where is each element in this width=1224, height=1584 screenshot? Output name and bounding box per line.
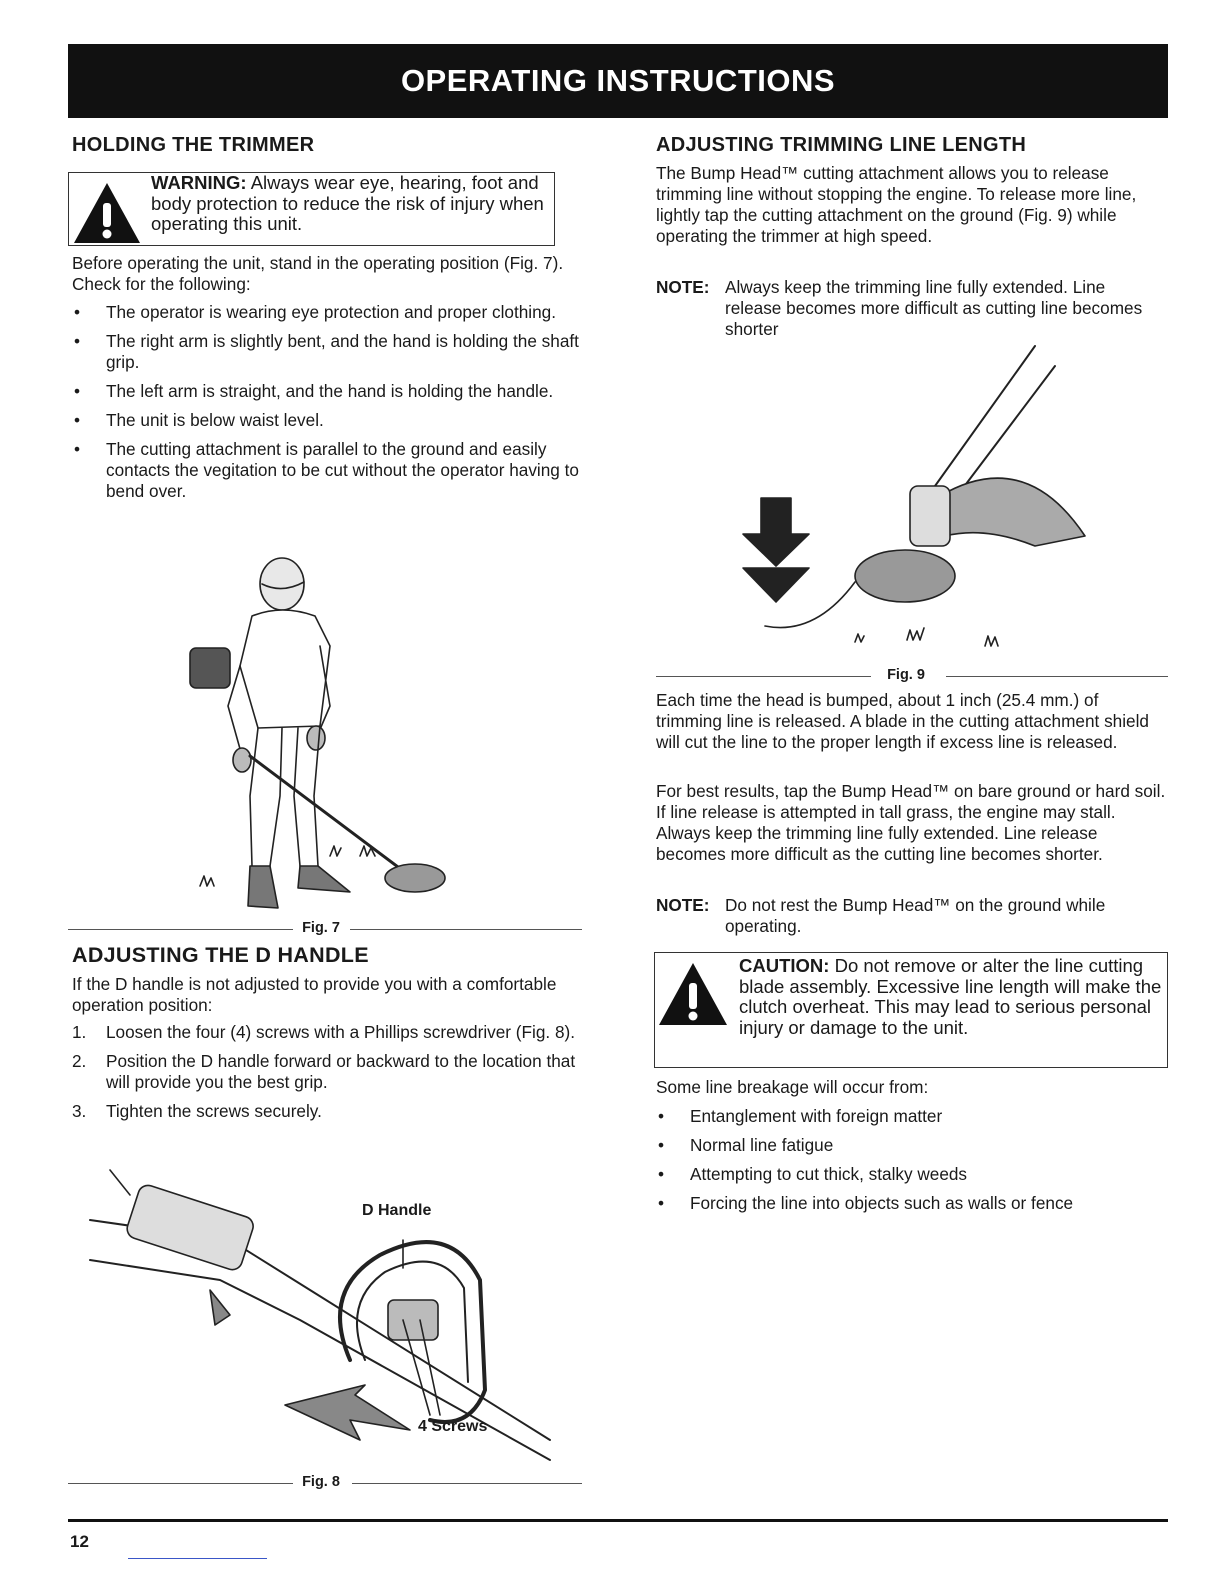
list-item: • The right arm is slightly bent, and the hand is holding the shaft grip. <box>72 331 582 373</box>
step-text: Tighten the screws securely. <box>106 1101 322 1121</box>
list-item: • Normal line fatigue <box>656 1135 1168 1156</box>
bump-para-1: Each time the head is bumped, about 1 inch (25.4 mm.) of trimming line is released. A blade in the cutting attachment shield will cut the line to the proper length if excess line is released. <box>656 690 1149 752</box>
step-number: 1. <box>72 1022 87 1042</box>
note-1 <box>656 277 1168 340</box>
list-item <box>72 1051 582 1093</box>
page-number: 12 <box>70 1532 89 1551</box>
note-text: Do not rest the Bump Head™ on the ground while operating. <box>725 895 1106 936</box>
fig9-bump-head-illustration <box>735 346 1115 666</box>
note-text: Always keep the trimming line fully extended. Line release becomes more difficult as cutting line becomes shorter <box>725 277 1143 339</box>
warning-triangle-icon <box>72 181 142 245</box>
list-item <box>72 1101 582 1122</box>
fig7-rule-right <box>350 929 582 930</box>
list-item: • The operator is wearing eye protection and proper clothing. <box>72 302 582 323</box>
note-label: NOTE: <box>656 895 710 915</box>
fig9-label: Fig. 9 <box>887 667 925 683</box>
fig8-label: Fig. 8 <box>302 1474 340 1490</box>
fig7-operator-illustration <box>170 556 470 916</box>
fig7-rule-left <box>68 929 293 930</box>
step-text: Position the D handle forward or backward to the location that will provide you the best grip. <box>106 1051 576 1092</box>
holding-checklist <box>72 302 582 510</box>
fig9-rule-left <box>656 676 871 677</box>
list-item: • Attempting to cut thick, stalky weeds <box>656 1164 1168 1185</box>
callout-4-screws: 4 Screws <box>418 1418 488 1435</box>
dhandle-steps <box>72 1022 582 1130</box>
caution-body: Do not remove or alter the line cutting blade assembly. Excessive line length will make the clutch overheat. This may lead to serious personal injury or damage to the unit. <box>739 955 1162 1038</box>
note-2 <box>656 895 1168 937</box>
warning-box <box>68 172 555 246</box>
step-number: 3. <box>72 1101 87 1121</box>
dhandle-intro: If the D handle is not adjusted to provide you with a comfortable operation position: <box>72 974 557 1015</box>
holding-intro: Before operating the unit, stand in the operating position (Fig. 7). Check for the following: <box>72 253 564 294</box>
bump-para-2: For best results, tap the Bump Head™ on bare ground or hard soil. If line release is attempted in tall grass, the engine may stall. Always keep the trimming line fully extended. Line release becomes more difficult as the cutting line becomes shorter. <box>656 781 1166 864</box>
list-item: • The cutting attachment is parallel to the ground and easily contacts the vegitation to be cut without the operator having to bend over. <box>72 439 582 502</box>
fig7-label: Fig. 7 <box>302 920 340 936</box>
list-item: • Forcing the line into objects such as walls or fence <box>656 1193 1168 1214</box>
fig8-rule-left <box>68 1483 293 1484</box>
section-heading-holding: HOLDING THE TRIMMER <box>72 134 315 156</box>
list-item: • The left arm is straight, and the hand is holding the handle. <box>72 381 582 402</box>
fig8-rule-right <box>352 1483 582 1484</box>
note-label: NOTE: <box>656 277 710 297</box>
page-banner-title: OPERATING INSTRUCTIONS <box>68 44 1168 118</box>
list-item: • The unit is below waist level. <box>72 410 582 431</box>
section-heading-line-length: ADJUSTING TRIMMING LINE LENGTH <box>656 134 1027 156</box>
caution-text <box>739 956 1163 1038</box>
caution-box <box>654 952 1168 1068</box>
warning-text <box>151 173 551 235</box>
breakage-list <box>656 1106 1168 1222</box>
list-item: • Entanglement with foreign matter <box>656 1106 1168 1127</box>
callout-d-handle: D Handle <box>362 1202 432 1219</box>
list-item <box>72 1022 582 1043</box>
warning-label: WARNING: <box>151 172 247 193</box>
breakage-intro: Some line breakage will occur from: <box>656 1077 929 1097</box>
fig8-dhandle-illustration <box>80 1160 570 1470</box>
section-heading-dhandle: ADJUSTING THE D HANDLE <box>72 943 369 967</box>
caution-label: CAUTION: <box>739 955 830 976</box>
footer-rule <box>68 1519 1168 1522</box>
step-number: 2. <box>72 1051 87 1071</box>
line-intro: The Bump Head™ cutting attachment allows you to release trimming line without stopping the engine. To release more line, lightly tap the cutting attachment on the ground (Fig. 9) while operating the trimmer at high speed. <box>656 163 1137 246</box>
fig9-rule-right <box>946 676 1168 677</box>
warning-triangle-icon <box>657 961 729 1027</box>
bottom-link-underline <box>128 1558 267 1559</box>
step-text: Loosen the four (4) screws with a Phillips screwdriver (Fig. 8). <box>106 1022 575 1042</box>
warning-body: Always wear eye, hearing, foot and body protection to reduce the risk of injury when operating this unit. <box>151 172 544 234</box>
